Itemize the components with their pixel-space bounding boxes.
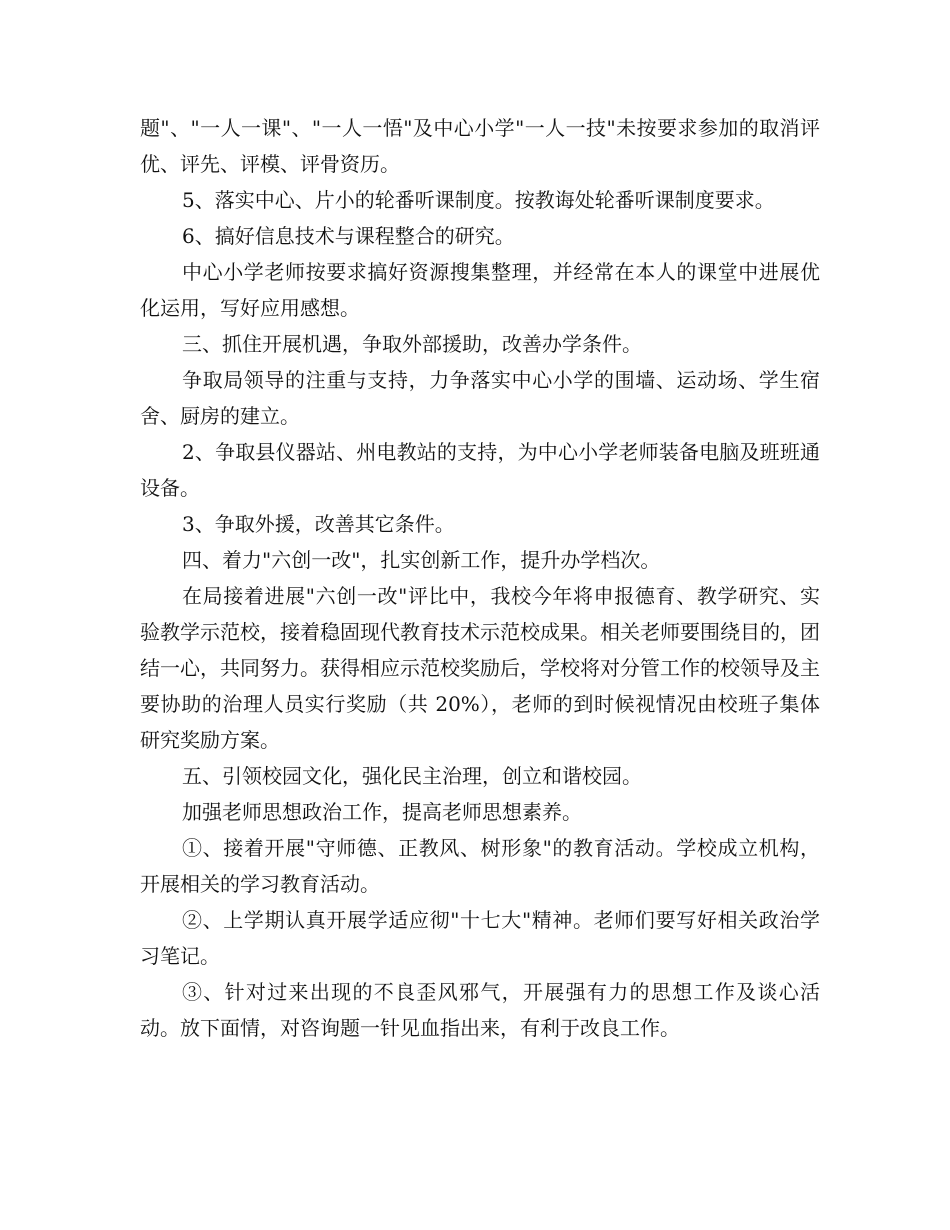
paragraph-1: 题"、"一人一课"、"一人一悟"及中心小学"一人一技"未按要求参加的取消评优、评先、评模、评骨资历。 <box>140 116 820 176</box>
paragraph-8: 3、争取外援，改善其它条件。 <box>182 512 455 536</box>
paragraph-14: ②、上学期认真开展学适应彻"十七大"精神。老师们要写好相关政治学习笔记。 <box>140 908 820 968</box>
section-heading-3: 三、抓住开展机遇，争取外部援助，改善办学条件。 <box>182 332 642 356</box>
paragraph-13: ①、接着开展"守师德、正教风、树形象"的教育活动。学校成立机构，开展相关的学习教育活动。 <box>140 836 820 896</box>
paragraph-10: 在局接着进展"六创一改"评比中，我校今年将申报德育、教学研究、实验教学示范校，接着稳固现代教育技术示范校成果。相关老师要围绕目的，团结一心，共同努力。获得相应示范校奖励后，学校将对分管工作的校领导及主要协助的治理人员实行奖励（共 20%），老师的到时候视情况由校班子集体研究奖励方案。 <box>140 584 820 752</box>
paragraph-7: 2、争取县仪器站、州电教站的支持，为中心小学老师装备电脑及班班通设备。 <box>140 440 820 500</box>
section-heading-4: 四、着力"六创一改"，扎实创新工作，提升办学档次。 <box>182 548 661 572</box>
document-page <box>140 110 820 1046</box>
paragraph-2: 5、落实中心、片小的轮番听课制度。按教诲处轮番听课制度要求。 <box>182 188 775 212</box>
section-heading-5: 五、引领校园文化，强化民主治理，创立和谐校园。 <box>182 764 642 788</box>
paragraph-6: 争取局领导的注重与支持，力争落实中心小学的围墙、运动场、学生宿舍、厨房的建立。 <box>140 368 820 428</box>
paragraph-12: 加强老师思想政治工作，提高老师思想素养。 <box>182 800 582 824</box>
paragraph-4: 中心小学老师按要求搞好资源搜集整理，并经常在本人的课堂中进展优化运用，写好应用感想。 <box>140 260 820 320</box>
paragraph-3: 6、搞好信息技术与课程整合的研究。 <box>182 224 515 248</box>
paragraph-15: ③、针对过来出现的不良歪风邪气，开展强有力的思想工作及谈心活动。放下面情，对咨询题一针见血指出来，有利于改良工作。 <box>140 980 820 1040</box>
